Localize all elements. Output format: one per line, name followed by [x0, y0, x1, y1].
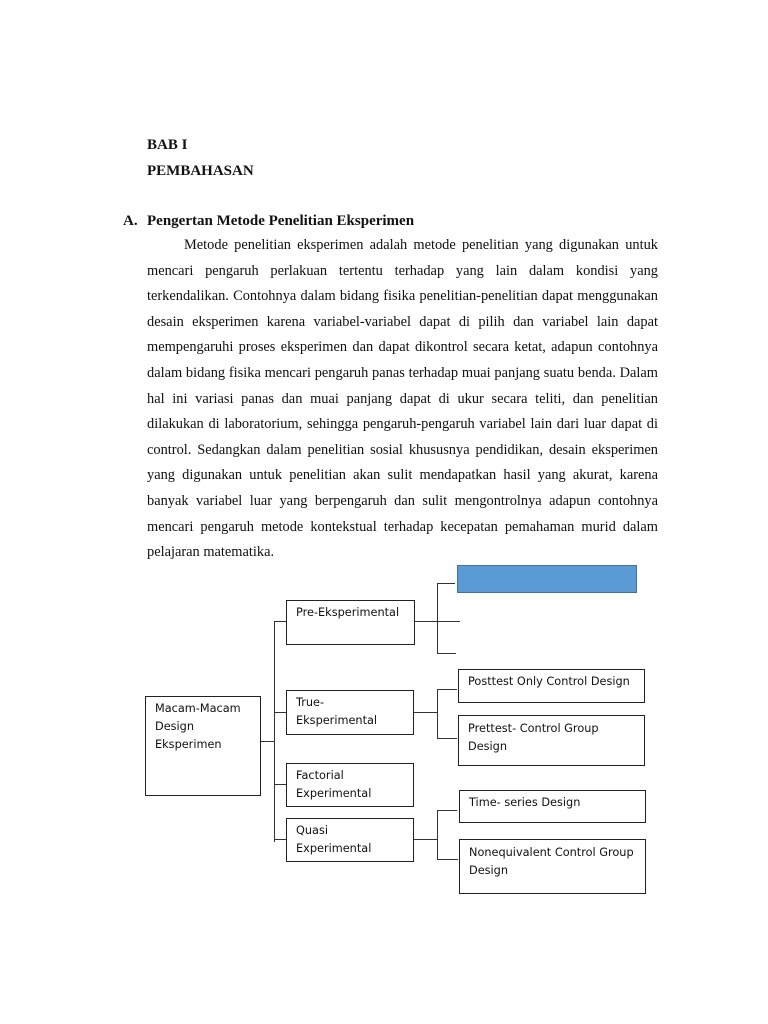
- chapter-title: PEMBAHASAN: [147, 163, 254, 179]
- pre-bracket: [437, 583, 438, 654]
- connector-factorial: [274, 784, 286, 785]
- section-title: Pengertan Metode Penelitian Eksperimen: [147, 213, 415, 229]
- chapter-number: BAB I: [147, 137, 188, 153]
- branch-factorial-experimental: [286, 763, 414, 807]
- body-paragraph: [147, 233, 658, 566]
- branch-label: True-Eksperimental: [296, 696, 378, 727]
- trunk-line: [274, 621, 275, 842]
- pre-child-highlight: [457, 565, 637, 593]
- branch-true-eksperimental: [286, 690, 414, 735]
- leaf-label: Posttest Only Control Design: [468, 675, 630, 688]
- root-node: [145, 696, 261, 796]
- branch-label: Factorial Experimental: [296, 769, 372, 800]
- leaf-label: Nonequivalent Control Group Design: [469, 846, 634, 877]
- quasi-child-connector-2: [437, 859, 458, 860]
- leaf-time-series-design: [459, 790, 646, 823]
- branch-pre-eksperimental: [286, 600, 415, 645]
- root-node-label: Macam-Macam Design Eksperimen: [155, 702, 241, 751]
- section-heading: [123, 213, 414, 230]
- connector-pre: [274, 621, 286, 622]
- true-connector: [414, 712, 438, 713]
- quasi-child-connector-1: [437, 810, 457, 811]
- leaf-label: Time- series Design: [469, 796, 581, 809]
- branch-quasi-experimental: [286, 818, 414, 862]
- true-child-connector-1: [437, 689, 457, 690]
- branch-label: Pre-Eksperimental: [296, 606, 400, 619]
- quasi-connector: [414, 839, 438, 840]
- root-connector: [261, 741, 275, 742]
- section-label: A.: [123, 213, 138, 229]
- leaf-label: Prettest- Control Group Design: [468, 722, 599, 753]
- branch-label: Quasi Experimental: [296, 824, 372, 855]
- leaf-prettest-control-group-design: [458, 715, 645, 766]
- true-bracket: [437, 689, 438, 739]
- true-child-connector-2: [437, 738, 457, 739]
- pre-child-connector-3: [437, 653, 456, 654]
- pre-child-connector-1: [437, 583, 455, 584]
- connector-true: [274, 712, 286, 713]
- connector-quasi: [274, 839, 286, 840]
- leaf-nonequivalent-control-group-design: [459, 839, 646, 894]
- quasi-bracket: [437, 810, 438, 860]
- paragraph-text: Metode penelitian eksperimen adalah metode penelitian yang digunakan untuk mencari pengaruh perlakuan tertentu terhadap yang lain dalam kondisi yang terkendalikan. Contohnya dalam bidang fisika penelitian-penelitian dapat menggunakan desain eksperimen karena variabel-variabel dapat di pilih dan variabel lain dapat mempengaruhi proses eksperimen dan dapat dikontrol secara ketat, adapun contohnya dalam bidang fisika mencari pengaruh panas terhadap muai panjang suatu benda. Dalam hal ini variasi panas dan muai panjang dapat di ukur secara teliti, dan penelitian dilakukan di laboratorium, sehingga pengaruh-pengaruh variabel lain dari luar dapat di control. Sedangkan dalam penelitian sosial khususnya pendidikan, desain eksperimen yang digunakan untuk penelitian akan sulit mendapatkan hasil yang akurat, karena banyak variabel luar yang berpengaruh dan sulit mengontrolnya adapun contohnya mencari pengaruh metode kontekstual terhadap kecepatan pemahaman murid dalam pelajaran matematika.: [147, 237, 658, 561]
- leaf-posttest-only-control-design: [458, 669, 645, 703]
